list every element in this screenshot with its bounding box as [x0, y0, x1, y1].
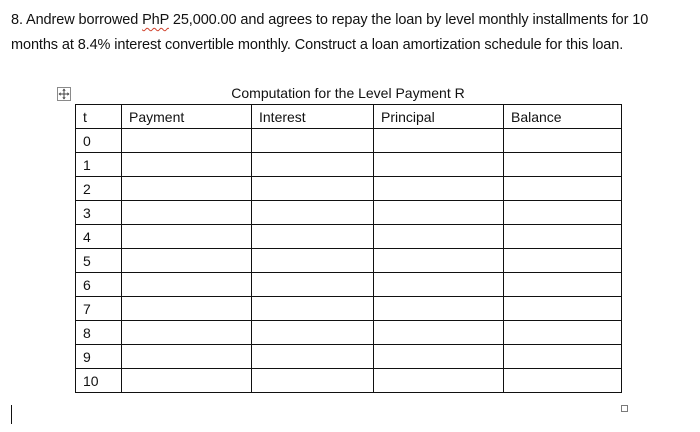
table-row [76, 129, 622, 153]
cell-interest[interactable] [252, 225, 374, 249]
cell-interest[interactable] [252, 177, 374, 201]
cell-principal[interactable] [374, 129, 504, 153]
resize-handle-icon[interactable] [621, 405, 628, 412]
cell-payment[interactable] [122, 273, 252, 297]
problem-text-rest: 25,000.00 and agrees to repay the loan by level monthly installments for 10 months at 8.4% interest convertible monthly. Construct a loan amortization schedule for this loan. [11, 12, 649, 53]
cell-payment[interactable] [122, 129, 252, 153]
cell-principal[interactable] [374, 225, 504, 249]
cell-t[interactable]: 4 [76, 225, 122, 249]
cell-payment[interactable] [122, 177, 252, 201]
move-arrows-icon[interactable] [57, 87, 71, 101]
header-payment[interactable]: Payment [122, 105, 252, 129]
cell-payment[interactable] [122, 321, 252, 345]
header-principal[interactable]: Principal [374, 105, 504, 129]
cell-balance[interactable] [504, 345, 622, 369]
cell-interest[interactable] [252, 201, 374, 225]
cell-t[interactable]: 5 [76, 249, 122, 273]
table-row [76, 249, 622, 273]
amortization-table [75, 104, 622, 393]
cell-balance[interactable] [504, 369, 622, 393]
table-row [76, 225, 622, 249]
cell-balance[interactable] [504, 297, 622, 321]
cell-principal[interactable] [374, 297, 504, 321]
cell-balance[interactable] [504, 273, 622, 297]
table-caption: Computation for the Level Payment R [231, 85, 465, 101]
cell-t[interactable]: 7 [76, 297, 122, 321]
cell-interest[interactable] [252, 273, 374, 297]
cell-balance[interactable] [504, 201, 622, 225]
table-row [76, 273, 622, 297]
cell-t[interactable]: 9 [76, 345, 122, 369]
cell-t[interactable]: 8 [76, 321, 122, 345]
table-row [76, 321, 622, 345]
cell-balance[interactable] [504, 225, 622, 249]
header-t[interactable]: t [76, 105, 122, 129]
cell-principal[interactable] [374, 321, 504, 345]
cell-principal[interactable] [374, 273, 504, 297]
problem-text [11, 8, 691, 57]
cell-payment[interactable] [122, 225, 252, 249]
cell-interest[interactable] [252, 297, 374, 321]
cell-t[interactable]: 10 [76, 369, 122, 393]
cell-interest[interactable] [252, 345, 374, 369]
cell-interest[interactable] [252, 129, 374, 153]
cell-payment[interactable] [122, 297, 252, 321]
cell-t[interactable]: 6 [76, 273, 122, 297]
cell-interest[interactable] [252, 321, 374, 345]
cell-interest[interactable] [252, 249, 374, 273]
problem-text-prefix: 8. Andrew borrowed [11, 12, 143, 28]
cell-principal[interactable] [374, 153, 504, 177]
table-row [76, 201, 622, 225]
cell-t[interactable]: 3 [76, 201, 122, 225]
cell-balance[interactable] [504, 153, 622, 177]
table-row [76, 345, 622, 369]
header-interest[interactable]: Interest [252, 105, 374, 129]
cell-t[interactable]: 2 [76, 177, 122, 201]
cell-principal[interactable] [374, 249, 504, 273]
cell-balance[interactable] [504, 321, 622, 345]
spellcheck-flagged-word[interactable]: PhP [142, 12, 169, 28]
cell-payment[interactable] [122, 345, 252, 369]
cell-t[interactable]: 0 [76, 129, 122, 153]
header-balance[interactable]: Balance [504, 105, 622, 129]
cell-principal[interactable] [374, 345, 504, 369]
cell-payment[interactable] [122, 249, 252, 273]
table-row [76, 297, 622, 321]
cell-principal[interactable] [374, 177, 504, 201]
cell-interest[interactable] [252, 369, 374, 393]
table-header-row [76, 105, 622, 129]
cell-balance[interactable] [504, 249, 622, 273]
cell-t[interactable]: 1 [76, 153, 122, 177]
text-cursor [11, 405, 12, 424]
table-row [76, 153, 622, 177]
cell-principal[interactable] [374, 369, 504, 393]
cell-payment[interactable] [122, 153, 252, 177]
table-row [76, 177, 622, 201]
cell-balance[interactable] [504, 177, 622, 201]
table-row [76, 369, 622, 393]
cell-principal[interactable] [374, 201, 504, 225]
cell-interest[interactable] [252, 153, 374, 177]
cell-payment[interactable] [122, 201, 252, 225]
cell-balance[interactable] [504, 129, 622, 153]
cell-payment[interactable] [122, 369, 252, 393]
